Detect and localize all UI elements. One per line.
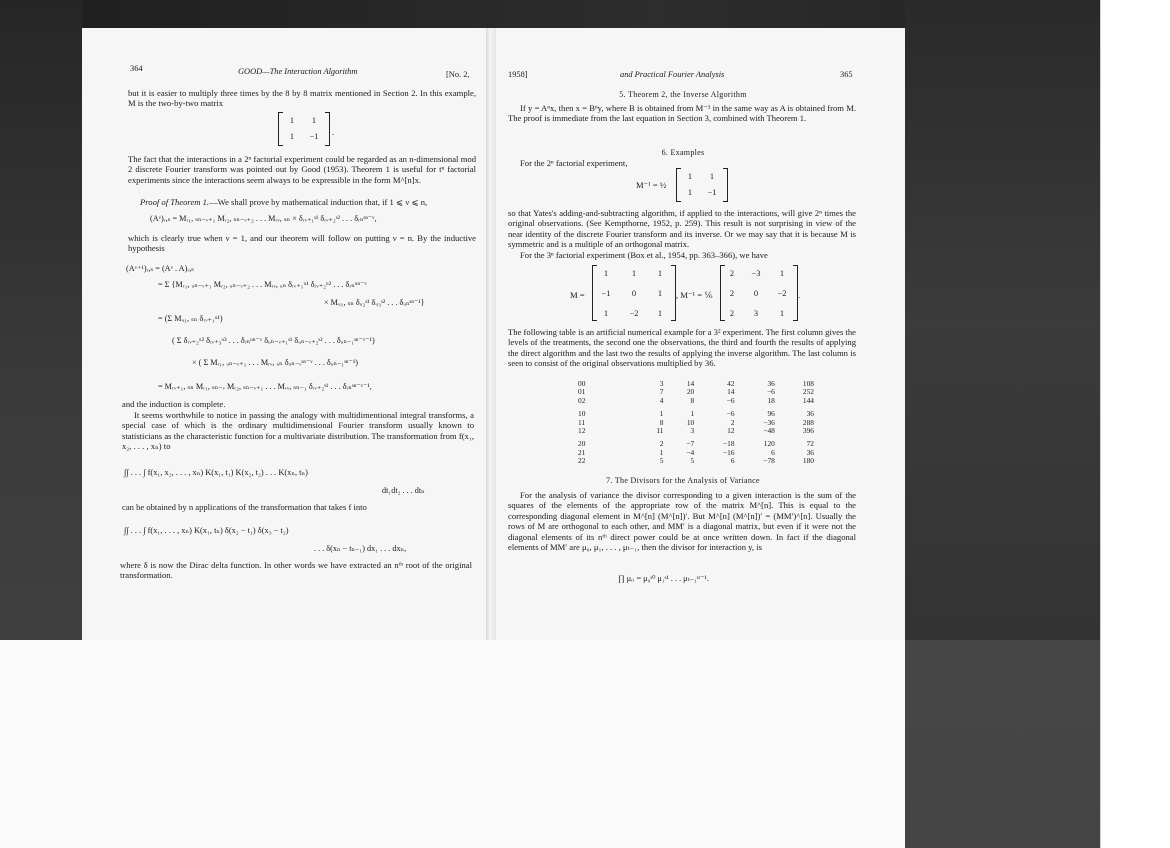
table-row	[576, 440, 816, 448]
table-cell: −6	[726, 395, 735, 405]
table-cell: 5	[659, 456, 664, 466]
paragraph: For the 3ⁿ factorial experiment (Box et al., 1954, pp. 363–366), we have	[520, 250, 768, 260]
treatment-level-cell: 11	[578, 417, 586, 427]
paragraph: For the analysis of variance the divisor corresponding to a given interaction is the sum of the squares of the elements of the appropriate row of the matrix M^[n]. This is equal to the corresponding diagonal element in M^[n] (M^[n])′. But M^[n] (M^[n])′ = (MM′)^[n]. Usually the rows of M are orthogonal to each other, and MM′ is a diagonal matrix, but even if it were not the diagonal elements of its nᵗʰ direct power could be at once written down. In fact if the diagonal elements of MM′ are μ₀, μ₁, . . . , μₜ₋₁, then the divisor for interaction y, is	[508, 490, 856, 553]
table-row	[576, 419, 816, 427]
paragraph: The following table is an artificial numerical example for a 3² experiment. The first column gives the levels of the treatments, the second one the observations, the third and fourth the results of applying the direct algorithm and the last two the results of applying the inverse algorithm. The last column is seen to consist of the original observations multiplied by 36.	[508, 327, 856, 369]
equation: = (Σ Mᵤ₁, ₛₙ δᵣᵥ₊₁ᵘ¹)	[158, 314, 223, 323]
issue-label: [No. 2,	[446, 70, 470, 79]
treatment-level-cell: 01	[578, 387, 586, 397]
table-cell: 12	[727, 426, 735, 436]
paragraph: where δ is now the Dirac delta function. In other words we have extracted an nᵗʰ root of the original transformation.	[120, 560, 472, 581]
table-cell: 2	[730, 417, 735, 427]
matrix-cell: 1	[779, 269, 785, 278]
table-row	[576, 449, 816, 457]
table-cell: 396	[802, 426, 814, 436]
matrix-label: M⁻¹ = ½	[636, 180, 667, 190]
matrix-cell: 1	[687, 188, 693, 197]
table-cell: 36	[806, 447, 814, 457]
matrix-label: , M⁻¹ = ⅙	[676, 290, 713, 300]
left-page	[120, 28, 475, 640]
equation: . . . δ(xₙ − tₙ₋₁) dx₁ . . . dxₙ,	[314, 544, 407, 553]
table-cell: 180	[802, 456, 814, 466]
table-cell: 6	[730, 456, 735, 466]
paragraph: The fact that the interactions in a 2ⁿ factorial experiment could be regarded as an n-dimensional mod 2 discrete Fourier transform was pointed out by Good (1953). Theorem 1 is useful for tⁿ factorial experiments since the interactions seem always to be expressible in the form M^[n]x.	[128, 154, 476, 185]
table-cell: −7	[686, 439, 695, 449]
table-cell: 108	[802, 379, 814, 388]
paragraph: so that Yates's adding-and-subtracting algorithm, if applied to the interactions, will give 2ⁿ times the original observations. (See Kempthorne, 1952, p. 259). This result is not surprising in view of the near identity of the discrete Fourier transform and its inverse. Or we may say that it is because M is symmetric and is a multiple of an orthogonal matrix.	[508, 208, 856, 250]
table-cell: 1	[659, 409, 664, 419]
running-head: and Practical Fourier Analysis	[620, 70, 725, 79]
section-title: 7. The Divisors for the Analysis of Variance	[606, 476, 760, 485]
matrix-cell: −1	[309, 132, 319, 141]
paragraph: For the 2ⁿ factorial experiment,	[520, 158, 628, 168]
treatment-level-cell: 20	[578, 439, 586, 449]
equation: (Aᵛ)ᵣ,ₛ = Mᵣ₁, ₛₙ₋ᵥ₊₁ Mᵣ₂, ₛₙ₋ᵥ₊₂ . . . Mᵣᵥ, ₛₙ × δᵣᵥ₊₁ˢ¹ δᵣᵥ₊₂ˢ² . . . δᵣₙˢⁿ⁻ᵛ,	[150, 214, 377, 223]
matrix-cell: 1	[289, 116, 295, 125]
table-cell: 14	[727, 387, 735, 397]
table-cell: −16	[722, 447, 735, 457]
table-cell: 18	[767, 395, 775, 405]
scanner-edge-left	[0, 0, 82, 640]
table-cell: 72	[806, 439, 814, 449]
matrix-m3	[592, 265, 676, 321]
matrix-cell: 1	[311, 116, 317, 125]
matrix-cell: 0	[753, 289, 759, 298]
table-cell: 14	[686, 379, 695, 388]
table-row	[576, 397, 816, 405]
table-row	[576, 380, 816, 388]
matrix-cell: 1	[657, 289, 663, 298]
table-row	[576, 457, 816, 465]
equation: ( Σ δᵣᵥ₊₂ᵘ² δᵣᵥ₊₃ᵘ³ . . . δᵣₙᵘⁿ⁻ᵛ δᵤₙ₋ᵥ₊₁ˢ¹ δᵤₙ₋ᵥ₊₂ˢ² . . . δᵤₙ₋₁ˢⁿ⁻ᵛ⁻¹)	[172, 336, 375, 345]
matrix-cell: −2	[777, 289, 787, 298]
table-cell: −6	[766, 387, 775, 397]
table-cell: 36	[767, 379, 775, 388]
proof-paragraph	[128, 197, 476, 207]
matrix-cell: 2	[729, 309, 735, 318]
book-gutter	[486, 28, 496, 640]
paragraph: and the induction is complete.	[122, 399, 226, 409]
table-cell: 7	[659, 387, 664, 397]
matrix-cell: 2	[729, 269, 735, 278]
table-cell: 120	[763, 439, 775, 449]
matrix-period: .	[798, 290, 801, 300]
table-cell: 2	[659, 439, 664, 449]
equation: = Σ {Mᵣ₁, ᵤₙ₋ᵥ₊₁ Mᵣ₂, ᵤₙ₋ᵥ₊₂ . . . Mᵣᵥ, ᵤₙ δᵣᵥ₊₁ᵘ¹ δᵣᵥ₊₂ᵘ² . . . δᵣₙᵘⁿ⁻ᵛ	[158, 280, 367, 289]
table-cell: 5	[690, 456, 695, 466]
section-title: 6. Examples	[661, 148, 705, 157]
table-cell: 144	[802, 395, 814, 405]
table-cell: 3	[690, 426, 695, 436]
table-row	[576, 410, 816, 418]
section-title: 5. Theorem 2, the Inverse Algorithm	[619, 90, 747, 99]
running-head: GOOD—The Interaction Algorithm	[238, 67, 358, 76]
table-cell: 4	[659, 395, 664, 405]
right-page	[508, 28, 858, 640]
table-cell: 20	[686, 387, 695, 397]
viewer-right-strip	[1100, 0, 1170, 848]
proof-text: —We shall prove by mathematical induction that, if 1 ⩽ ν ⩽ n,	[209, 197, 428, 207]
table-cell: 96	[767, 409, 775, 419]
matrix-cell: −3	[751, 269, 761, 278]
matrix-cell: 2	[729, 289, 735, 298]
treatment-level-cell: 00	[578, 379, 586, 388]
table-cell: −36	[763, 417, 775, 427]
treatment-level-cell: 10	[578, 409, 586, 419]
paragraph: It seems worthwhile to notice in passing the analogy with multidimentional integral transforms, a special case of which is the ordinary multidimensional Fourier transform usually known to statisticians as the characteristic function for a multivariate distribution. The transformation from f(x₁, x₂, . . . , xₙ) to	[122, 410, 474, 452]
table-cell: −78	[763, 456, 775, 466]
paragraph: but it is easier to multiply three times by the 8 by 8 matrix mentioned in Section 2. In this example, M is the two-by-two matrix	[128, 88, 476, 109]
treatment-level-cell: 12	[578, 426, 586, 436]
scanner-bed-bottom	[0, 640, 905, 848]
matrix-cell: −1	[601, 289, 611, 298]
equation: ∏ μᵣᵢ = μ₀ˢ⁰ μ₁ˢ¹ . . . μₜ₋₁ˢᵗ⁻¹.	[618, 574, 709, 583]
table-cell: −4	[686, 447, 695, 457]
treatment-level-cell: 21	[578, 447, 586, 457]
table-cell: 36	[806, 409, 814, 419]
table-row	[576, 427, 816, 435]
table-body	[576, 380, 816, 466]
table-cell: 10	[686, 417, 695, 427]
table-cell: −48	[763, 426, 775, 436]
table-cell: 6	[771, 447, 775, 457]
matrix-cell: 1	[603, 309, 609, 318]
treatment-level-cell: 02	[578, 395, 586, 405]
table-cell: 288	[802, 417, 814, 427]
table-cell: 3	[659, 379, 664, 388]
equation: dt₁dt₂ . . . dtₙ	[382, 486, 425, 495]
table-row	[576, 388, 816, 396]
equation: ∫∫ . . . ∫ f(x₁, x₂, . . . , xₙ) K(x₁, t₁) K(x₂, t₂) . . . K(xₙ, tₙ)	[124, 468, 308, 477]
matrix-m-inverse	[676, 168, 728, 202]
matrix-cell: 3	[753, 309, 759, 318]
equation: ∫∫ . . . ∫ f(x₁, . . . , xₙ) K(x₁, tₙ) δ(x₂ − t₁) δ(x₃ − t₂)	[124, 526, 289, 535]
equation: × Mᵤ₁, ₛₙ δᵤ₂ˢ¹ δᵤ₃ˢ² . . . δᵤₙˢⁿ⁻¹}	[324, 298, 425, 307]
matrix-label: M =	[570, 290, 585, 300]
table-cell: 252	[802, 387, 814, 397]
table-cell: −6	[726, 409, 735, 419]
matrix-cell: 1	[687, 172, 693, 181]
matrix-cell: −2	[629, 309, 639, 318]
example-table	[576, 380, 816, 466]
matrix-cell: 0	[631, 289, 637, 298]
matrix-cell: 1	[631, 269, 637, 278]
table-cell: 1	[659, 447, 664, 457]
matrix-cell: 1	[603, 269, 609, 278]
table-cell: −18	[722, 439, 735, 449]
table-cell: 1	[690, 409, 695, 419]
equation: × ( Σ Mᵣ₁, ᵤₙ₋ᵥ₊₁ . . . Mᵣᵥ, ᵤₙ δᵤₙ₋ᵥˢⁿ⁻ᵛ . . . δᵤₙ₋₁ˢⁿ⁻¹)	[192, 358, 359, 367]
matrix-m	[278, 112, 330, 146]
table-cell: 11	[656, 426, 664, 436]
matrix-cell: 1	[709, 172, 715, 181]
table-cell: 8	[659, 417, 664, 427]
year-label: 1958]	[508, 70, 528, 79]
equation: (Aᵛ⁺¹)ᵣ,ₛ = (Aᵛ . A)ᵣ,ₛ	[126, 264, 195, 273]
table-cell: 42	[727, 379, 735, 388]
page-number: 364	[130, 64, 143, 73]
matrix-period: .	[332, 127, 335, 137]
matrix-cell: 1	[289, 132, 295, 141]
paragraph: If y = Aⁿx, then x = Bⁿy, where B is obtained from M⁻¹ in the same way as A is obtained from M. The proof is immediate from the last equation in Section 3, combined with Theorem 1.	[508, 103, 856, 124]
matrix-m3-inverse	[720, 265, 801, 321]
matrix-cell: −1	[707, 188, 717, 197]
table-cell: 8	[690, 395, 695, 405]
scanner-edge-right	[905, 0, 1100, 640]
page-number: 365	[840, 70, 853, 79]
equation: = Mᵣᵥ₊₁, ₛₙ Mᵣ₁, ₛₙ₋ᵥ Mᵣ₂, ₛₙ₋ᵥ₊₁ . . . Mᵣᵥ, ₛₙ₋₁ δᵣᵥ₊₂ˢ¹ . . . δᵣₙˢⁿ⁻ᵛ⁻¹,	[158, 382, 372, 391]
matrix-cell: 1	[657, 309, 663, 318]
proof-label: Proof of Theorem 1.	[140, 197, 210, 207]
paragraph: can be obtained by n applications of the transformation that takes f into	[122, 502, 367, 512]
treatment-level-cell: 22	[578, 456, 586, 466]
matrix-cell: 1	[657, 269, 663, 278]
paragraph: which is clearly true when ν = 1, and our theorem will follow on putting ν = n. By the inductive hypothesis	[128, 233, 476, 254]
matrix-cell: 1	[779, 309, 785, 318]
